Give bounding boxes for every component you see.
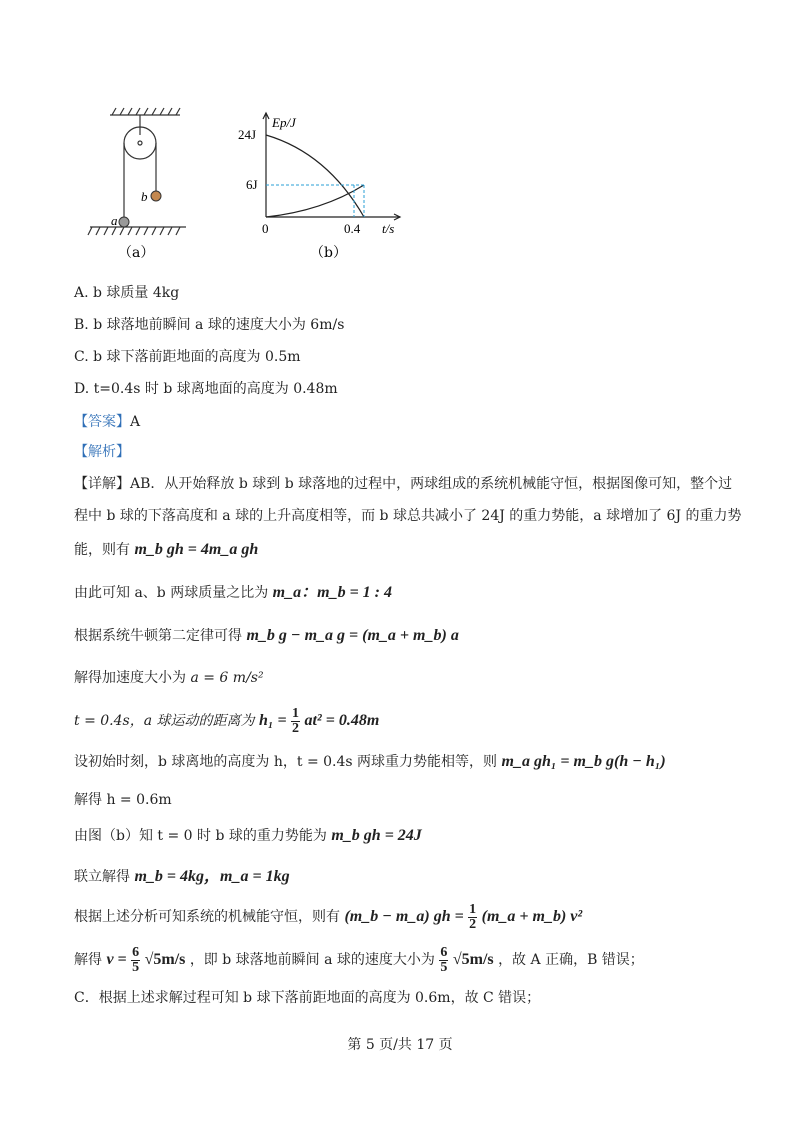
caption-a: （a） — [118, 245, 155, 261]
answer-line — [74, 412, 140, 432]
answer-value: A — [130, 414, 141, 430]
detail-line-12-text: 根据上述分析可知系统的机械能守恒，则有 — [74, 909, 340, 925]
ball-a — [119, 217, 129, 227]
detail-line-8-text: 设初始时刻，b 球离地的高度为 h，t = 0.4s 两球重力势能相等，则 — [74, 754, 498, 770]
detail-line-6-text: 解得加速度大小为 — [74, 670, 186, 686]
detail-line-7 — [74, 706, 379, 736]
detail-line-8 — [74, 752, 666, 772]
ball-b — [151, 191, 161, 201]
detail-line-14: C．根据上述求解过程可知 b 球下落前距地面的高度为 0.6m，故 C 错误； — [74, 990, 541, 1006]
equation-h1-left: h₁ = — [258, 712, 287, 729]
detail-line-10-text: 由图（b）知 t = 0 时 b 球的重力势能为 — [74, 828, 327, 844]
figure-a-pulley — [80, 105, 200, 265]
detail-line-7-text: t = 0.4s，a 球运动的距离为 — [74, 713, 255, 729]
detail-line-5 — [74, 626, 459, 646]
caption-b: （b） — [310, 245, 347, 261]
equation-energy-right: (m_a + m_b) v² — [481, 908, 583, 925]
detail-line-13-post: ，故 A 正确，B 错误； — [498, 952, 644, 968]
fraction-half: $\frac{1}{2}$ — [292, 705, 300, 736]
detail-line-13 — [74, 945, 644, 975]
equation-v: v = — [106, 951, 127, 968]
x-axis-label: t/s — [382, 221, 395, 236]
equation-energy-left: (m_b − m_a) gh = — [344, 908, 464, 925]
detail-line-4-text: 由此可知 a、b 两球质量之比为 — [74, 585, 269, 601]
y-axis-label: Ep/J — [272, 115, 296, 130]
detail-line-5-text: 根据系统牛顿第二定律可得 — [74, 628, 242, 644]
equation-energy: m_b gh = 4m_a gh — [134, 541, 259, 558]
label-a: a — [111, 213, 118, 228]
tick-6j: 6J — [246, 177, 258, 192]
detail-line-4 — [74, 583, 392, 603]
option-a: A. b 球质量 4kg — [74, 285, 180, 301]
detail-line-11 — [74, 867, 290, 887]
detail-line-13-pre: 解得 — [74, 952, 102, 968]
fraction-six-fifths: $\frac{6}{5}$ — [132, 944, 140, 975]
option-b: B. b 球落地前瞬间 a 球的速度大小为 6m/s — [74, 317, 345, 333]
label-b: b — [141, 189, 148, 204]
detail-line-10 — [74, 826, 422, 846]
equation-acceleration: a = 6 m/s² — [190, 670, 264, 686]
fraction-half-2: $\frac{1}{2}$ — [469, 901, 477, 932]
detail-line-13-mid: ，即 b 球落地前瞬间 a 球的速度大小为 — [189, 952, 435, 968]
option-d: D. t=0.4s 时 b 球离地面的高度为 0.48m — [74, 381, 338, 397]
tick-0: 0 — [262, 221, 269, 236]
figure-b-graph — [232, 105, 412, 265]
equation-newton: m_b g − m_a g = (m_a + m_b) a — [246, 627, 459, 644]
detail-line-2: 程中 b 球的下落高度和 a 球的上升高度相等，而 b 球总共减小了 24J 的重力势能，a 球增加了 6J 的重力势 — [74, 508, 742, 524]
detail-line-3 — [74, 540, 258, 560]
answer-tag: 【答案】 — [74, 414, 130, 430]
analysis-tag: 【解析】 — [74, 444, 130, 460]
equation-potential-equal: m_a gh₁ = m_b g(h − h₁) — [501, 753, 666, 770]
equation-mass-ratio: m_a：m_b = 1 : 4 — [272, 584, 393, 601]
detail-line-9: 解得 h = 0.6m — [74, 792, 172, 808]
detail-line-11-text: 联立解得 — [74, 869, 130, 885]
equation-h1-right: at² = 0.48m — [304, 712, 380, 729]
equation-v-root-2: √5m/s — [452, 951, 494, 968]
tick-0-4: 0.4 — [344, 221, 361, 236]
detail-line-1: 【详解】AB．从开始释放 b 球到 b 球落地的过程中，两球组成的系统机械能守恒，根据图像可知，整个过 — [74, 476, 733, 492]
equation-b-potential: m_b gh = 24J — [331, 827, 422, 844]
detail-line-6 — [74, 668, 264, 688]
page-footer: 第 5 页/共 17 页 — [347, 1037, 453, 1053]
detail-line-12 — [74, 902, 582, 932]
tick-24j: 24J — [238, 127, 257, 142]
equation-masses: m_b = 4kg，m_a = 1kg — [134, 868, 290, 885]
equation-v-root: √5m/s — [144, 951, 186, 968]
option-c: C. b 球下落前距地面的高度为 0.5m — [74, 349, 301, 365]
fraction-six-fifths-2: $\frac{6}{5}$ — [440, 944, 448, 975]
detail-line-3-text: 能，则有 — [74, 542, 130, 558]
